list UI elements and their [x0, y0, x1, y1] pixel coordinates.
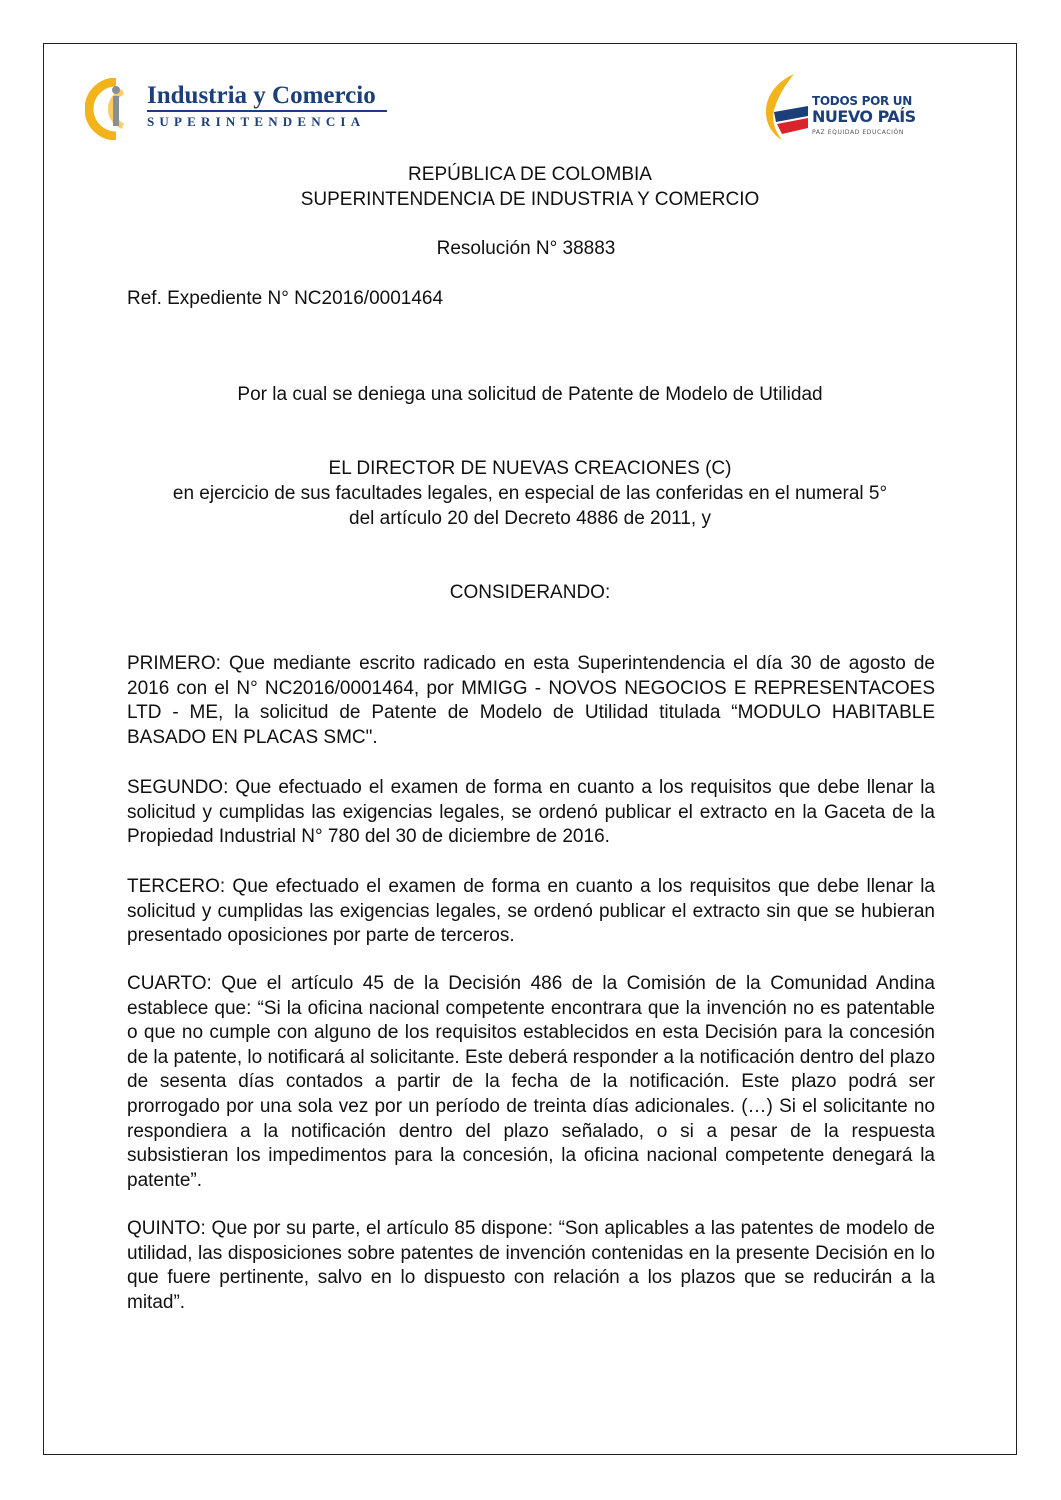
paragraph-tercero: TERCERO: Que efectuado el examen de forma en cuanto a los requisitos que debe llenar la solicitud y cumplidas las exigencias legales, se ordenó publicar el extracto sin que se hubieran presentado oposiciones por parte de terceros.	[127, 876, 935, 947]
colombia-flag-icon	[760, 72, 812, 144]
paragraph-segundo: SEGUNDO: Que efectuado el examen de forma en cuanto a los requisitos que debe llenar la solicitud y cumplidas las exigencias legales, se ordenó publicar el extracto en la Gaceta de la Propiedad Industrial N° 780 del 30 de diciembre de 2016.	[127, 777, 935, 848]
sic-logo	[85, 78, 405, 140]
director-title: EL DIRECTOR DE NUEVAS CREACIONES (C)	[328, 458, 732, 479]
paragraph-cuarto: CUARTO: Que el artículo 45 de la Decisión 486 de la Comisión de la Comunidad Andina establece que: “Si la oficina nacional competente encontrara que la invención no es patentable o que no cumple con alguno de los requisitos establecidos en esta Decisión para la concesión de la patente, lo notificará al solicitante. Este deberá responder a la notificación dentro del plazo de sesenta días contados a partir de la fecha de la notificación. Este plazo podrá ser prorrogado por una sola vez por un período de treinta días adicionales. (…) Si el solicitante no respondiera a la notificación dentro del plazo señalado, o si a pesar de la respuesta subsistieran los impedimentos para la concesión, la oficina nacional competente denegará la patente”.	[127, 973, 936, 1191]
paragraph-quinto: QUINTO: Que por su parte, el artículo 85 dispone: “Son aplicables a las patentes de modelo de utilidad, las disposiciones sobre patentes de invención contenidas en la presente Decisión en lo que fuere pertinente, salvo en lo dispuesto con relación a los plazos que se reducirán a la mitad”.	[127, 1218, 935, 1313]
paragraph-primero: PRIMERO: Que mediante escrito radicado en esta Superintendencia el día 30 de agosto de 2016 con el N° NC2016/0001464, por MMIGG - NOVOS NEGOCIOS E REPRESENTACOES LTD - ME, la solicitud de Patente de Modelo de Utilidad titulada “MODULO HABITABLE BASADO EN PLACAS SMC".	[127, 653, 935, 748]
director-authority-line1: en ejercicio de sus facultades legales, en especial de las conferidas en el numeral 5°	[172, 483, 888, 504]
resolution-subject: Por la cual se deniega una solicitud de Patente de Modelo de Utilidad	[237, 384, 823, 405]
heading-entity: SUPERINTENDENCIA DE INDUSTRIA Y COMERCIO	[300, 189, 760, 210]
gov-logo-line1: TODOS POR UN	[812, 94, 912, 108]
sic-logo-title: Industria y Comercio	[147, 82, 376, 109]
sic-logo-divider	[147, 110, 387, 112]
resolution-number: Resolución N° 38883	[436, 238, 616, 259]
heading-country: REPÚBLICA DE COLOMBIA	[408, 164, 652, 185]
gov-logo	[760, 72, 930, 144]
director-authority-line2: del artículo 20 del Decreto 4886 de 2011, y	[349, 508, 711, 529]
sic-logo-subtitle: SUPERINTENDENCIA	[147, 114, 366, 129]
reference-number: Ref. Expediente N° NC2016/0001464	[127, 288, 444, 309]
sic-emblem-icon	[85, 78, 147, 140]
considerando-heading: CONSIDERANDO:	[449, 582, 611, 603]
gov-logo-line2: NUEVO PAÍS	[812, 107, 916, 126]
gov-logo-line3: PAZ EQUIDAD EDUCACIÓN	[812, 129, 904, 136]
